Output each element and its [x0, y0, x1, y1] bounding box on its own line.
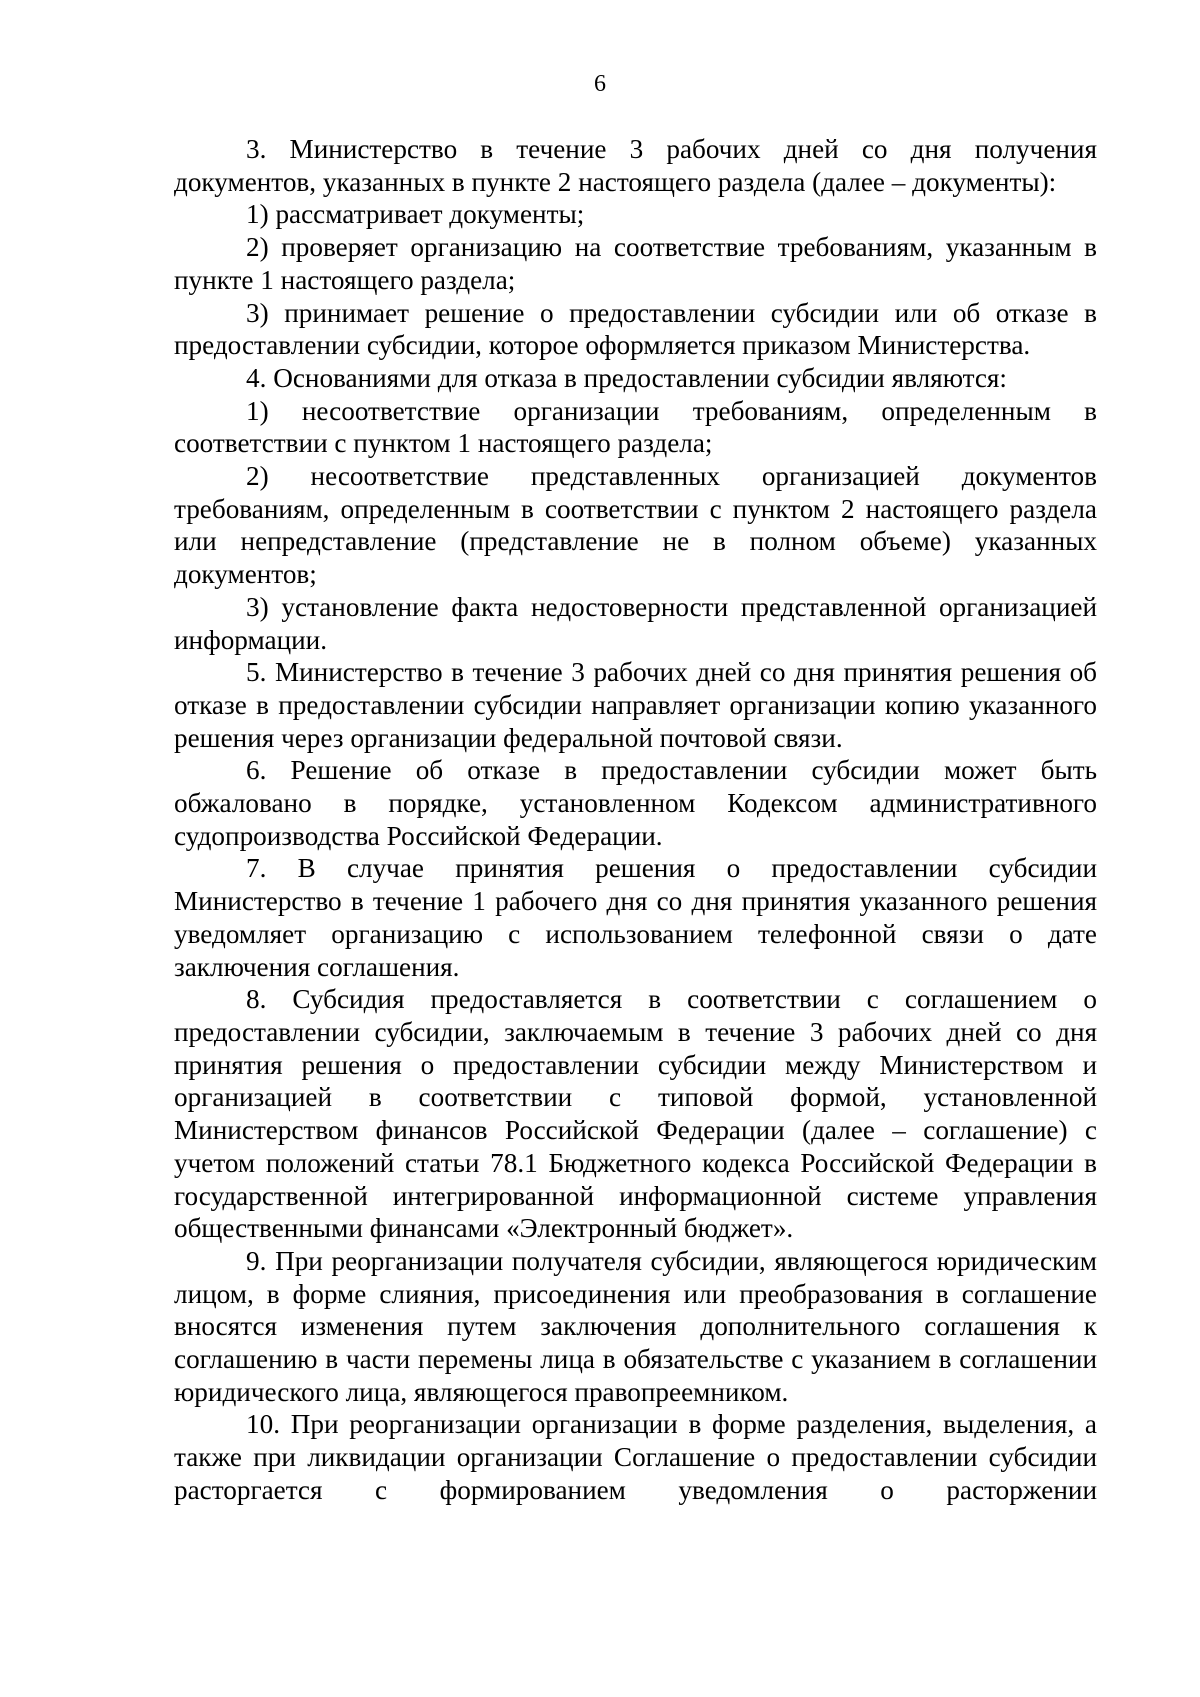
- paragraph-9: 9. При реорганизации получателя субсидии, являющегося юридическим лицом, в форме слияния, присоединения или преобразования в соглашение вносятся изменения путем заключения дополнительного соглашения к соглашению в части перемены лица в обязательстве с указанием в соглашении юридического лица, являющегося правопреемником.: [174, 1245, 1097, 1407]
- paragraph-4-item-3: 3) установление факта недостоверности представленной организацией информации.: [174, 591, 1097, 655]
- page-number: 6: [594, 71, 606, 97]
- paragraph-4-item-1: 1) несоответствие организации требованиям, определенным в соответствии с пунктом 1 настоящего раздела;: [174, 395, 1097, 459]
- paragraph-3-item-2: 2) проверяет организацию на соответствие требованиям, указанным в пункте 1 настоящего раздела;: [174, 232, 1097, 295]
- document-body: [174, 133, 1097, 1507]
- paragraph-3: 3. Министерство в течение 3 рабочих дней со дня получения документов, указанных в пункте 2 настоящего раздела (далее – документы):: [174, 134, 1097, 197]
- paragraph-6: 6. Решение об отказе в предоставлении субсидии может быть обжаловано в порядке, установленном Кодексом административного судопроизводства Российской Федерации.: [174, 755, 1097, 851]
- paragraph-7: 7. В случае принятия решения о предоставлении субсидии Министерство в течение 1 рабочего дня со дня принятия указанного решения уведомляет организацию с использованием телефонной связи о дате заключения соглашения.: [174, 853, 1097, 982]
- paragraph-3-item-1: 1) рассматривает документы;: [246, 199, 585, 230]
- paragraph-10: 10. При реорганизации организации в форме разделения, выделения, а также при ликвидации организации Соглашение о предоставлении субсидии расторгается с формированием уведомления о расторжении: [174, 1409, 1097, 1505]
- paragraph-5: 5. Министерство в течение 3 рабочих дней со дня принятия решения об отказе в предоставлении субсидии направляет организации копию указанного решения через организации федеральной почтовой связи.: [174, 657, 1097, 753]
- paragraph-4: 4. Основаниями для отказа в предоставлении субсидии являются:: [246, 362, 1007, 393]
- paragraph-3-item-3: 3) принимает решение о предоставлении субсидии или об отказе в предоставлении субсидии, которое оформляется приказом Министерства.: [174, 297, 1097, 361]
- paragraph-8: 8. Субсидия предоставляется в соответствии с соглашением о предоставлении субсидии, заключаемым в течение 3 рабочих дней со дня принятия решения о предоставлении субсидии между Министерством и организацией в соответствии с типовой формой, установленной Министерством финансов Российской Федерации (далее – соглашение) с учетом положений статьи 78.1 Бюджетного кодекса Российской Федерации в государственной интегрированной информационной системе управления общественными финансами «Электронный бюджет».: [174, 984, 1097, 1244]
- paragraph-4-item-2: 2) несоответствие представленных организацией документов требованиям, определенным в соответствии с пунктом 2 настоящего раздела или непредставление (представление не в полном объеме) указанных документов;: [174, 461, 1097, 590]
